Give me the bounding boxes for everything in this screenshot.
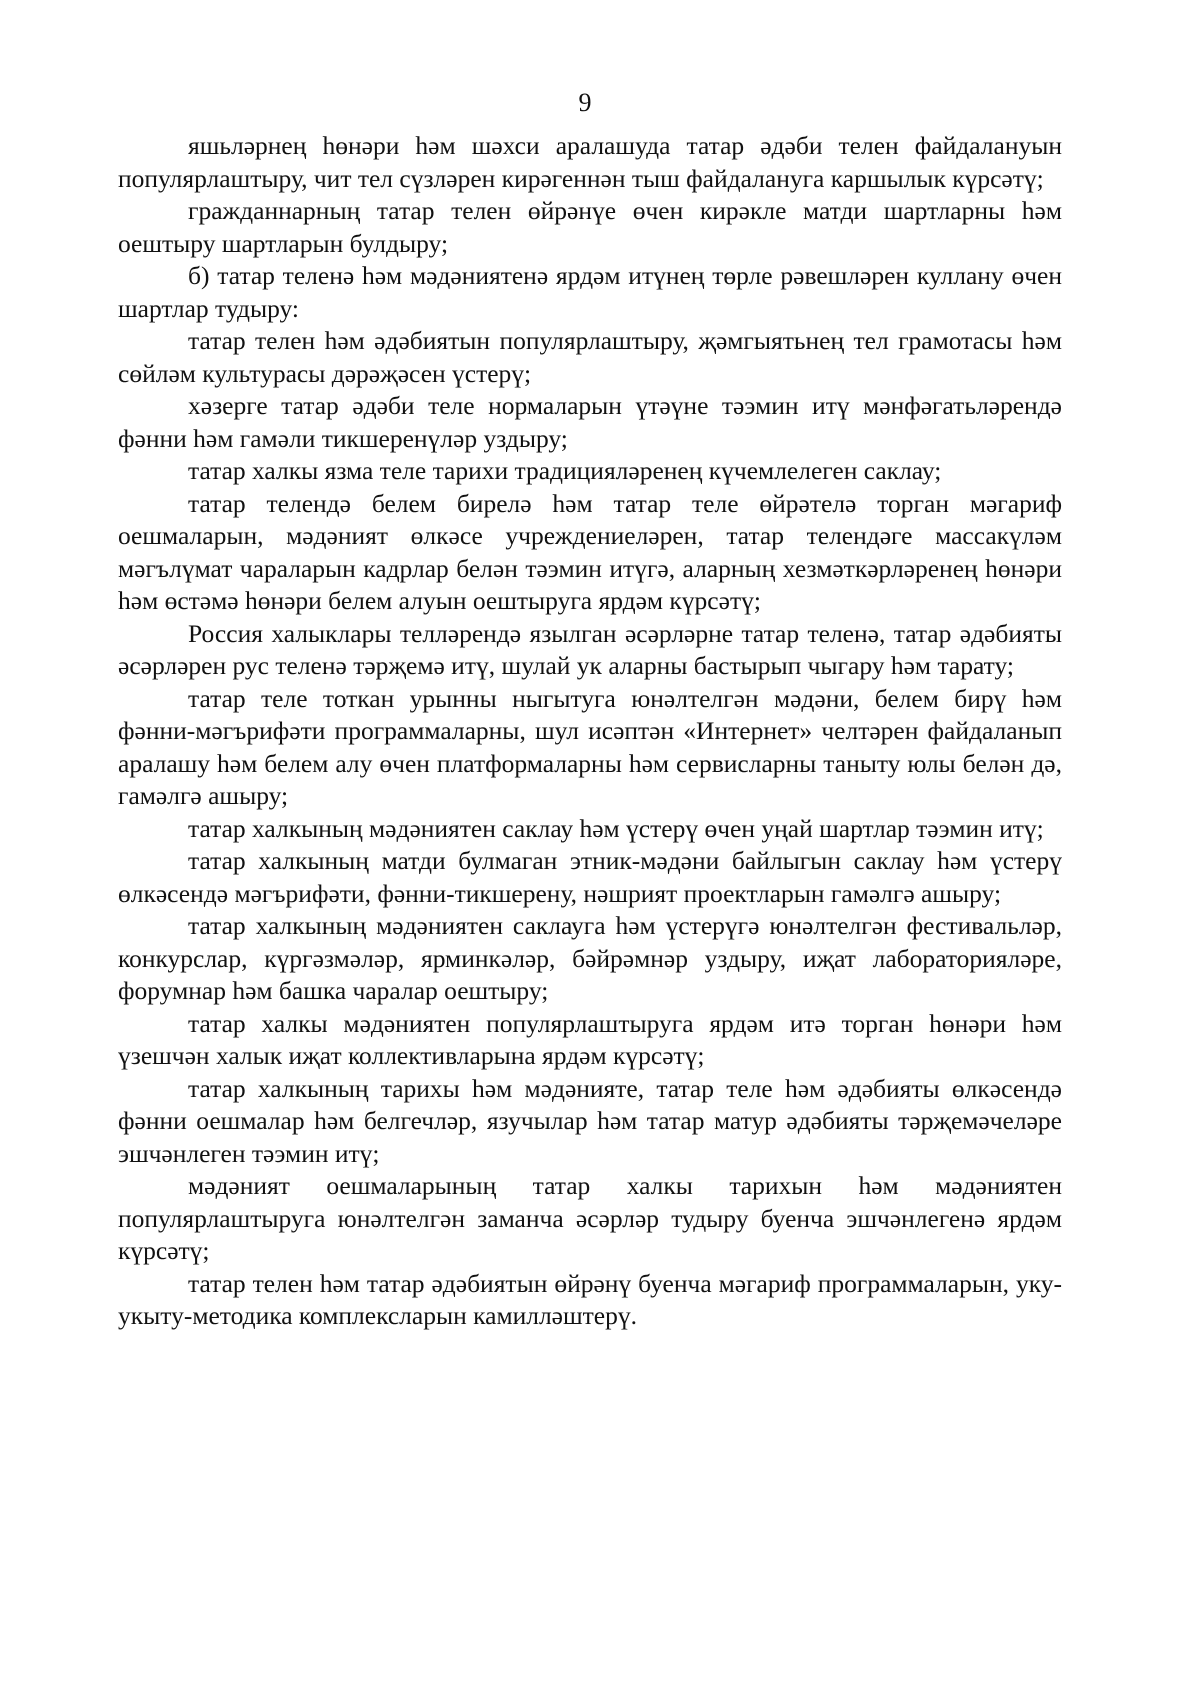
paragraph: татар телен һәм татар әдәбиятын өйрәнү буенча мәгариф программаларын, уку-укыту-методика комплексларын камилләштерү. xyxy=(118,1268,1062,1330)
paragraph: татар халкы язма теле тарихи традицияләренең күчемлелеген саклау; xyxy=(188,456,942,485)
page-number: 9 xyxy=(578,88,592,117)
paragraph: татар халкының мәдәниятен саклау һәм үстерү өчен уңай шартлар тәэмин итү; xyxy=(188,813,1044,843)
paragraph: татар халкының мәдәниятен саклауга һәм үстерүгә юнәлтелгән фестивальләр, конкурслар, күргәзмәләр, ярминкәләр, бәйрәмнәр уздыру, иҗат лабораторияләре, форумнар һәм башка чаралар оештыру; xyxy=(118,911,1062,1005)
document-body xyxy=(118,130,1062,1333)
paragraph: хәзерге татар әдәби теле нормаларын үтәүне тәэмин итү мәнфәгатьләрендә фәнни һәм гамәли тикшеренүләр уздыру; xyxy=(118,391,1062,453)
paragraph: б) татар теленә һәм мәдәниятенә ярдәм итүнең төрле рәвешләрен куллану өчен шартлар тудыру: xyxy=(118,261,1062,323)
paragraph: мәдәният оешмаларының татар халкы тарихын һәм мәдәниятен популярлаштыруга юнәлтелгән заманча әсәрләр тудыру буенча эшчәнлегенә ярдәм күрсәтү; xyxy=(118,1171,1062,1265)
paragraph: татар телендә белем бирелә һәм татар теле өйрәтелә торган мәгариф оешмаларын, мәдәният өлкәсе учреждениеләрен, татар телендәге массакүләм мәгълүмат чараларын кадрлар белән тәэмин итүгә, аларның хезмәткәрләренең һөнәри һәм өстәмә һөнәри белем алуын оештыруга ярдәм күрсәтү; xyxy=(118,488,1062,615)
paragraph: татар телен һәм әдәбиятын популярлаштыру, җәмгыятьнең тел грамотасы һәм сөйләм культурасы дәрәҗәсен үстерү; xyxy=(118,326,1062,388)
paragraph: татар халкының матди булмаган этник-мәдәни байлыгын саклау һәм үстерү өлкәсендә мәгърифәти, фәнни-тикшерену, нәшрият проектларын гамәлгә ашыру; xyxy=(118,846,1062,908)
paragraph: Россия халыклары телләрендә язылган әсәрләрне татар теленә, татар әдәбияты әсәрләрен рус теленә тәрҗемә итү, шулай ук аларны бастырып чыгару һәм тарату; xyxy=(118,618,1062,680)
paragraph: яшьләрнең һөнәри һәм шәхси аралашуда татар әдәби телен файдалануын популярлаштыру, чит тел сүзләрен кирәгеннән тыш файдалануга каршылык күрсәтү; xyxy=(118,131,1062,193)
paragraph: татар халкының тарихы һәм мәдәнияте, татар теле һәм әдәбияты өлкәсендә фәнни оешмалар һәм белгечләр, язучылар һәм татар матур әдәбияты тәрҗемәчеләре эшчәнлеген тәэмин итү; xyxy=(118,1073,1062,1168)
paragraph: гражданнарның татар телен өйрәнүе өчен кирәкле матди шартларны һәм оештыру шартларын булдыру; xyxy=(118,196,1062,258)
paragraph: татар халкы мәдәниятен популярлаштыруга ярдәм итә торган һөнәри һәм үзешчән халык иҗат коллективларына ярдәм күрсәтү; xyxy=(118,1008,1062,1070)
paragraph: татар теле тоткан урынны ныгытуга юнәлтелгән мәдәни, белем бирү һәм фәнни-мәгърифәти программаларны, шул исәптән «Интернет» челтәрен файдаланып аралашу һәм белем алу өчен платформаларны һәм сервисларны таныту юлы белән дә, гамәлгә ашыру; xyxy=(118,683,1062,810)
